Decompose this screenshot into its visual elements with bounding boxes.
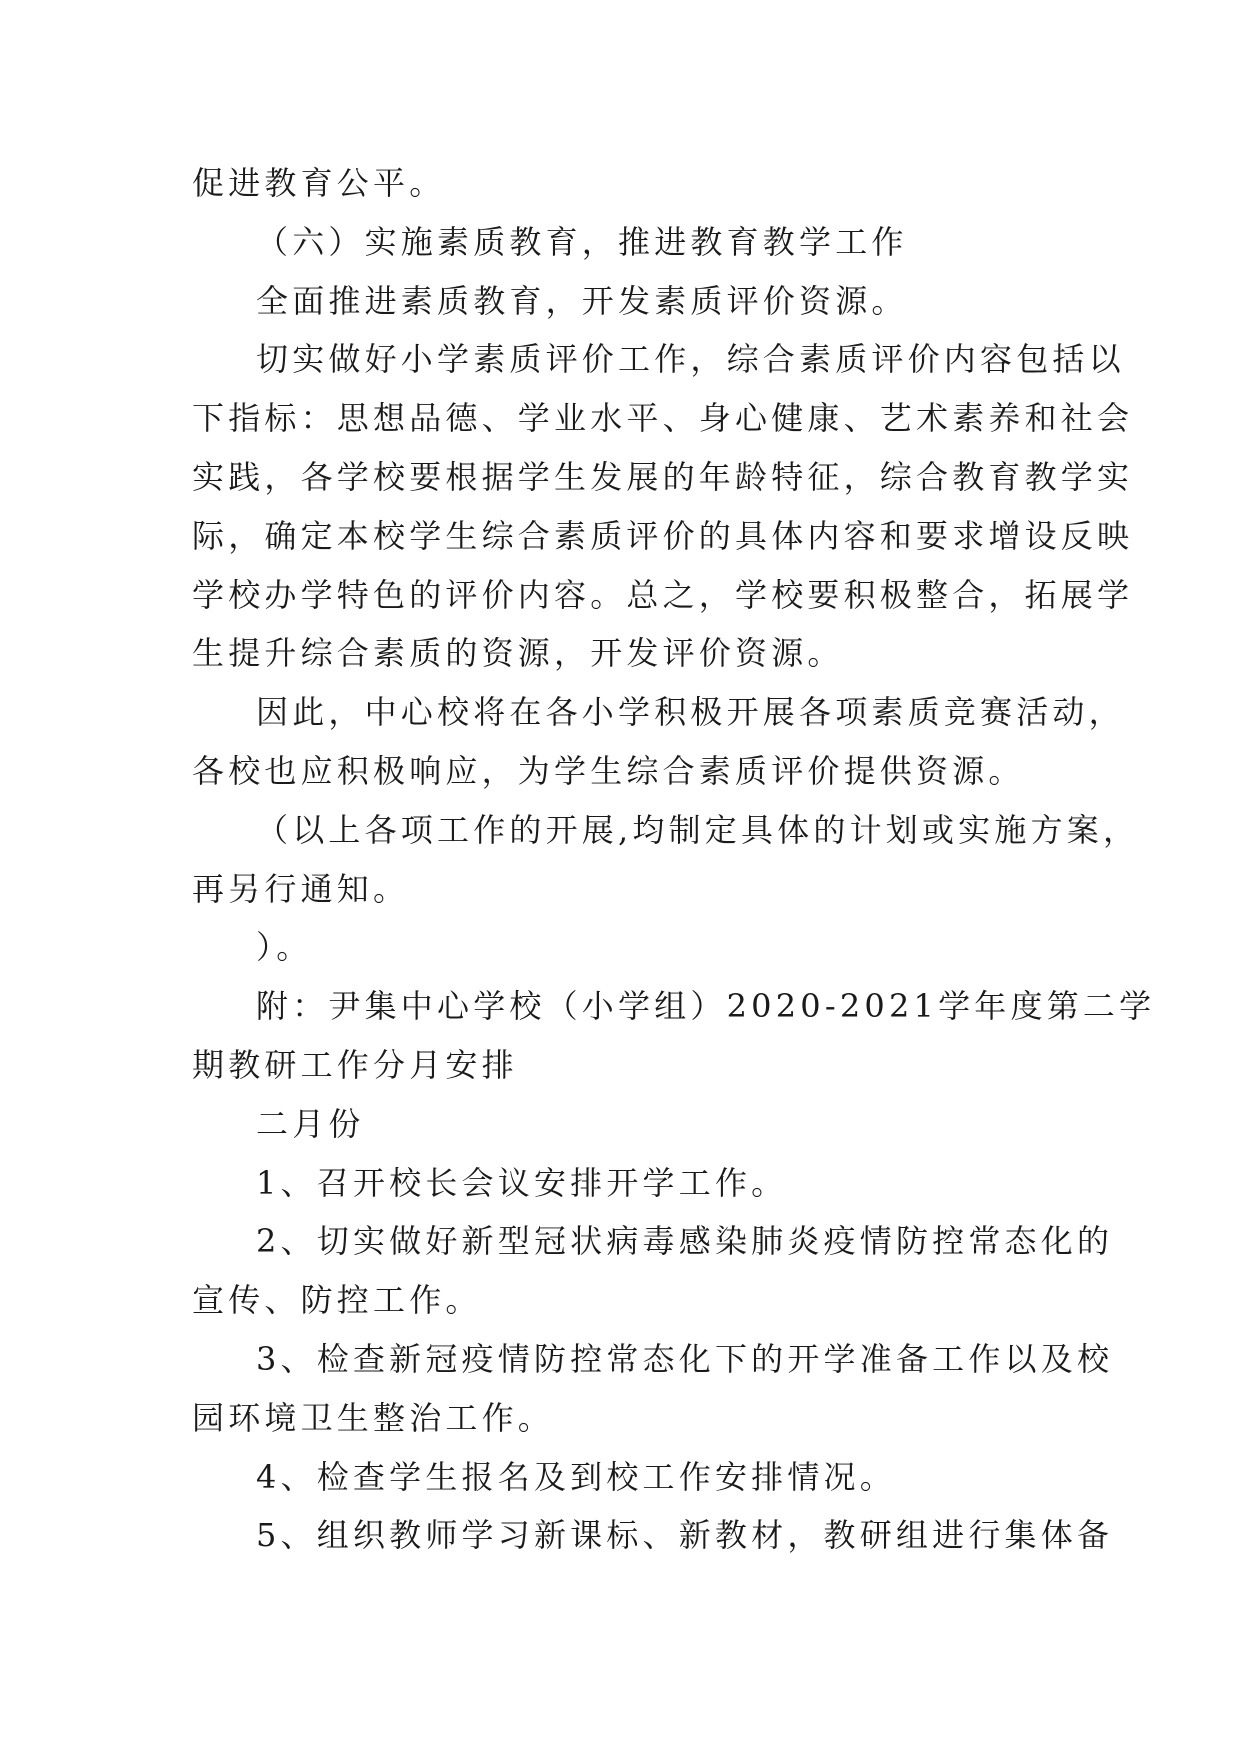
text-line: 下指标：思想品德、学业水平、身心健康、艺术素养和社会 — [192, 399, 1134, 437]
list-item: 3、检查新冠疫情防控常态化下的开学准备工作以及校 — [256, 1340, 1114, 1378]
appendix-heading: 期教研工作分月安排 — [192, 1046, 518, 1084]
text-line: ）。 — [256, 928, 313, 966]
text-line: 生提升综合素质的资源，开发评价资源。 — [192, 634, 844, 672]
month-heading: 二月份 — [256, 1105, 365, 1143]
text-line: 因此，中心校将在各小学积极开展各项素质竞赛活动， — [256, 693, 1125, 731]
appendix-heading: 附：尹集中心学校（小学组）2020-2021学年度第二学 — [256, 987, 1156, 1025]
text-line: 切实做好小学素质评价工作，综合素质评价内容包括以 — [256, 340, 1125, 378]
list-item: 园环境卫生整治工作。 — [192, 1399, 555, 1437]
text-line: 际，确定本校学生综合素质评价的具体内容和要求增设反映 — [192, 517, 1134, 555]
text-line: 各校也应积极响应，为学生综合素质评价提供资源。 — [192, 752, 1025, 790]
section-heading: （六）实施素质教育，推进教育教学工作 — [256, 223, 908, 261]
text-line: 全面推进素质教育，开发素质评价资源。 — [256, 282, 908, 320]
list-item: 5、组织教师学习新课标、新教材，教研组进行集体备 — [256, 1516, 1114, 1554]
list-item: 4、检查学生报名及到校工作安排情况。 — [256, 1458, 896, 1496]
text-line: 再另行通知。 — [192, 870, 410, 908]
text-line: 学校办学特色的评价内容。总之，学校要积极整合，拓展学 — [192, 576, 1134, 614]
list-item: 1、召开校长会议安排开学工作。 — [256, 1164, 788, 1202]
text-line: 实践，各学校要根据学生发展的年龄特征，综合教育教学实 — [192, 458, 1134, 496]
list-item: 2、切实做好新型冠状病毒感染肺炎疫情防控常态化的 — [256, 1222, 1114, 1260]
text-line: 促进教育公平。 — [192, 164, 446, 202]
list-item: 宣传、防控工作。 — [192, 1281, 482, 1319]
text-line: （以上各项工作的开展,均制定具体的计划或实施方案， — [256, 811, 1140, 849]
